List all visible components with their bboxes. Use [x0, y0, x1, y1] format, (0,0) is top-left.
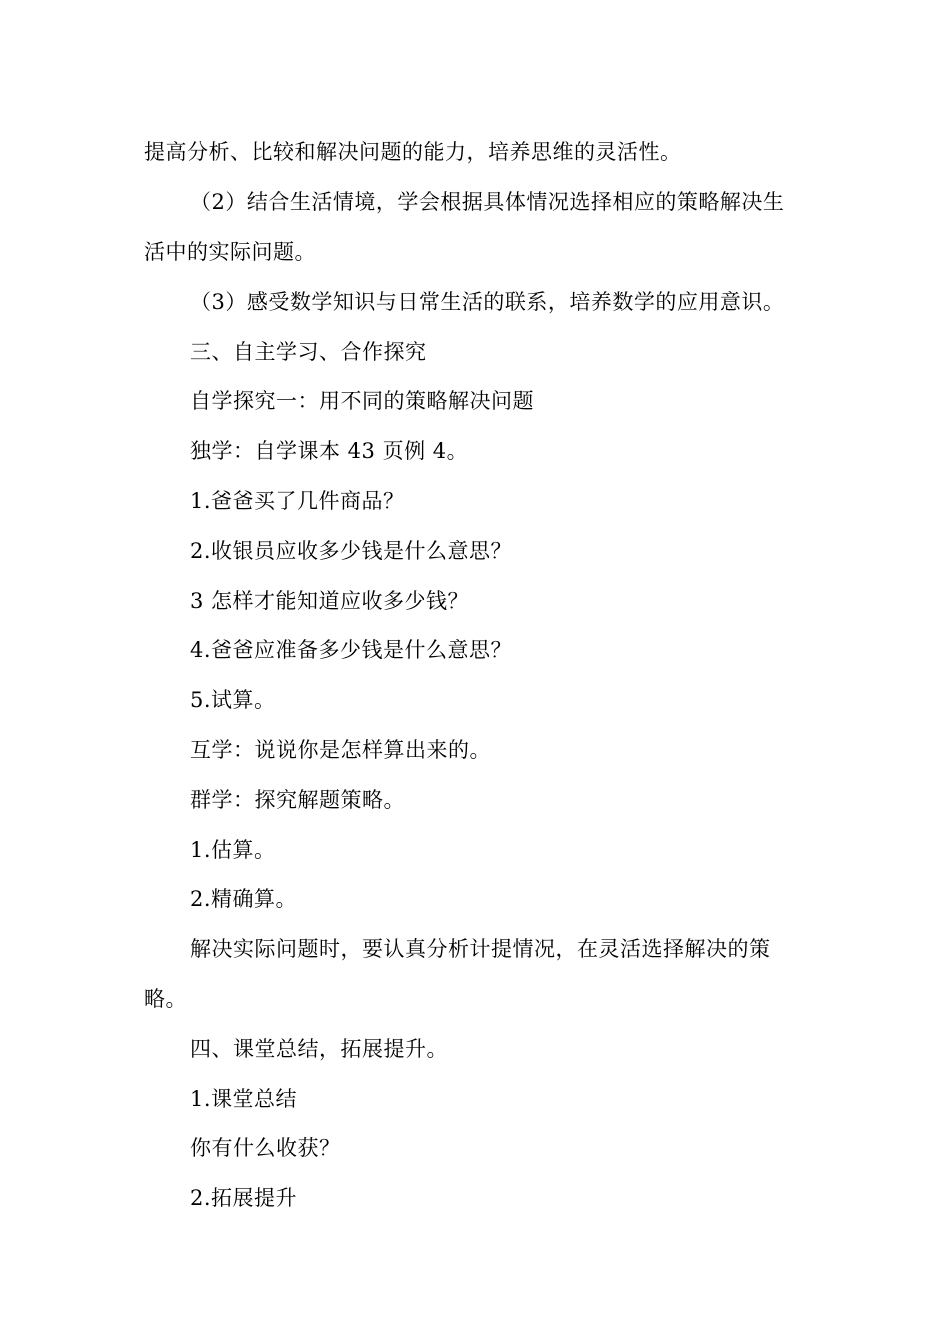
list-item: 5.试算。: [190, 688, 276, 712]
list-item: 1.估算。: [190, 838, 276, 862]
text-line: 活中的实际问题。: [144, 240, 316, 264]
list-item: 3 怎样才能知道应收多少钱？: [190, 589, 470, 613]
section-heading: 三、自主学习、合作探究: [190, 340, 427, 364]
list-item: 2.拓展提升: [190, 1186, 298, 1210]
text-line: 解决实际问题时，要认真分析计提情况，在灵活选择解决的策: [190, 937, 771, 961]
text-line: 略。: [144, 987, 187, 1011]
list-item: 2.收银员应收多少钱是什么意思？: [190, 539, 513, 563]
list-item: 2.精确算。: [190, 887, 298, 911]
list-item: 1.爸爸买了几件商品？: [190, 489, 405, 513]
list-item: 4.爸爸应准备多少钱是什么意思？: [190, 638, 513, 662]
text-line: 独学：自学课本 43 页例 4。: [190, 439, 469, 463]
text-line: （3）感受数学知识与日常生活的联系，培养数学的应用意识。: [190, 290, 785, 314]
text-line: 群学：探究解题策略。: [190, 788, 405, 812]
text-line: 你有什么收获？: [190, 1136, 341, 1160]
list-item: 1.课堂总结: [190, 1087, 298, 1111]
text-line: 互学：说说你是怎样算出来的。: [190, 738, 491, 762]
text-line: 自学探究一：用不同的策略解决问题: [190, 389, 534, 413]
text-line: 提高分析、比较和解决问题的能力，培养思维的灵活性。: [144, 140, 682, 164]
text-line: （2）结合生活情境，学会根据具体情况选择相应的策略解决生: [190, 190, 785, 214]
section-heading: 四、课堂总结，拓展提升。: [190, 1037, 448, 1061]
